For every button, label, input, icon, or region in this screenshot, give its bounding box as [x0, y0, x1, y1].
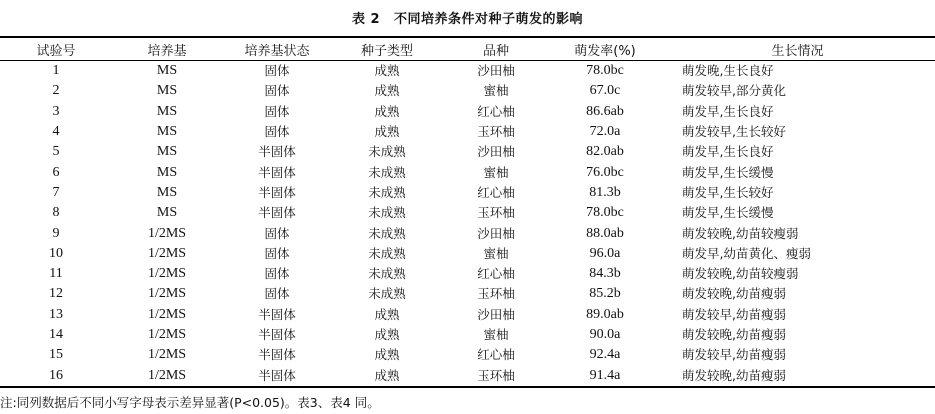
table-row	[0, 264, 935, 284]
cell-trial-no: 9	[52, 225, 60, 241]
cell-germination-rate: 90.0a	[589, 327, 621, 342]
cell-medium: 1/2MS	[147, 266, 187, 282]
cell-medium-state: 固体	[264, 266, 290, 282]
table-header	[0, 37, 935, 61]
header-medium: 培养基	[147, 43, 187, 59]
cell-germination-rate: 89.0ab	[586, 306, 624, 322]
cell-medium: MS	[156, 164, 178, 180]
cell-growth: 萌发较晚,幼苗瘦弱	[682, 367, 786, 383]
cell-trial-no: 13	[49, 306, 63, 322]
cell-growth: 萌发较晚,幼苗较瘦弱	[682, 266, 799, 282]
cell-trial-no: 8	[52, 205, 60, 221]
cell-seed-type: 成熟	[374, 367, 400, 383]
table-row	[0, 183, 935, 203]
table-row	[0, 81, 935, 101]
cell-medium-state: 固体	[264, 63, 290, 79]
cell-growth: 萌发较早,幼苗瘦弱	[682, 347, 786, 363]
table-caption	[0, 8, 935, 27]
cell-germination-rate: 85.2b	[589, 286, 621, 302]
cell-medium-state: 半固体	[258, 367, 296, 383]
table-row	[0, 61, 935, 82]
cell-variety: 红心柚	[477, 184, 515, 200]
cell-germination-rate: 96.0a	[589, 245, 621, 261]
cell-trial-no: 2	[52, 83, 60, 99]
cell-seed-type: 未成熟	[368, 245, 406, 261]
cell-variety: 玉环柚	[477, 124, 515, 140]
cell-growth: 萌发晚,生长良好	[682, 63, 774, 79]
cell-trial-no: 12	[49, 286, 63, 302]
cell-variety: 红心柚	[477, 266, 515, 282]
cell-medium-state: 半固体	[258, 184, 296, 200]
cell-trial-no: 4	[52, 124, 60, 140]
cell-germination-rate: 67.0c	[589, 83, 621, 99]
cell-variety: 蜜柚	[483, 245, 509, 261]
cell-medium-state: 半固体	[258, 327, 296, 342]
cell-medium-state: 固体	[264, 124, 290, 140]
cell-germination-rate: 86.6ab	[586, 103, 624, 119]
cell-medium: 1/2MS	[147, 245, 187, 261]
cell-variety: 沙田柚	[477, 225, 515, 241]
cell-seed-type: 成熟	[374, 327, 400, 342]
cell-germination-rate: 72.0a	[589, 124, 621, 140]
cell-germination-rate: 88.0ab	[586, 225, 624, 241]
cell-medium-state: 固体	[264, 103, 290, 119]
cell-trial-no: 6	[52, 164, 60, 180]
table-row	[0, 102, 935, 122]
cell-variety: 蜜柚	[483, 83, 509, 99]
cell-variety: 沙田柚	[477, 306, 515, 322]
cell-medium-state: 固体	[264, 83, 290, 99]
germination-table	[0, 36, 935, 388]
cell-trial-no: 3	[52, 103, 60, 119]
table-row	[0, 325, 935, 345]
cell-seed-type: 成熟	[374, 83, 400, 99]
cell-growth: 萌发早,生长良好	[682, 144, 774, 160]
cell-medium: MS	[156, 124, 178, 140]
cell-growth: 萌发较晚,幼苗瘦弱	[682, 286, 786, 302]
cell-seed-type: 未成熟	[368, 205, 406, 221]
cell-variety: 蜜柚	[483, 164, 509, 180]
table-row	[0, 305, 935, 325]
cell-seed-type: 未成熟	[368, 144, 406, 160]
cell-medium: 1/2MS	[147, 347, 187, 363]
cell-growth: 萌发较早,幼苗瘦弱	[682, 306, 786, 322]
cell-medium-state: 半固体	[258, 205, 296, 221]
cell-trial-no: 14	[49, 327, 63, 342]
cell-variety: 沙田柚	[477, 144, 515, 160]
cell-variety: 沙田柚	[477, 63, 515, 79]
cell-medium: 1/2MS	[147, 286, 187, 302]
table-number: 表 2	[351, 12, 381, 27]
cell-growth: 萌发早,幼苗黄化、瘦弱	[682, 245, 811, 261]
cell-trial-no: 7	[52, 184, 60, 200]
cell-medium: 1/2MS	[147, 367, 187, 383]
cell-variety: 玉环柚	[477, 286, 515, 302]
cell-medium-state: 固体	[264, 225, 290, 241]
cell-seed-type: 成熟	[374, 124, 400, 140]
cell-variety: 玉环柚	[477, 367, 515, 383]
table-row	[0, 365, 935, 386]
header-medium-state: 培养基状态	[244, 43, 310, 59]
cell-growth: 萌发较早,部分黄化	[682, 83, 786, 99]
cell-germination-rate: 92.4a	[589, 347, 621, 363]
cell-germination-rate: 76.0bc	[586, 164, 624, 180]
table-footnote: 注:同列数据后不同小写字母表示差异显著(P<0.05)。表3、表4 同。	[0, 395, 380, 410]
cell-variety: 红心柚	[477, 347, 515, 363]
cell-variety: 玉环柚	[477, 205, 515, 221]
header-growth: 生长情况	[771, 43, 824, 59]
cell-medium: 1/2MS	[147, 327, 187, 342]
cell-medium-state: 固体	[264, 286, 290, 302]
cell-seed-type: 成熟	[374, 306, 400, 322]
cell-seed-type: 未成熟	[368, 225, 406, 241]
cell-trial-no: 16	[49, 367, 63, 383]
cell-seed-type: 成熟	[374, 63, 400, 79]
cell-medium: MS	[156, 63, 178, 79]
cell-growth: 萌发较晚,幼苗较瘦弱	[682, 225, 799, 241]
cell-germination-rate: 78.0bc	[586, 205, 624, 221]
cell-germination-rate: 84.3b	[589, 266, 621, 282]
cell-germination-rate: 91.4a	[589, 367, 621, 383]
cell-growth: 萌发早,生长缓慢	[682, 164, 774, 180]
cell-medium: 1/2MS	[147, 306, 187, 322]
table-row	[0, 162, 935, 182]
table-row	[0, 284, 935, 304]
cell-medium: MS	[156, 144, 178, 160]
header-variety: 品种	[482, 43, 509, 59]
table-row	[0, 142, 935, 162]
cell-medium-state: 固体	[264, 245, 290, 261]
cell-trial-no: 5	[52, 144, 60, 160]
cell-trial-no: 11	[49, 266, 63, 282]
cell-medium-state: 半固体	[258, 347, 296, 363]
header-seed-type: 种子类型	[360, 43, 413, 59]
cell-trial-no: 10	[49, 245, 63, 261]
cell-seed-type: 未成熟	[368, 266, 406, 282]
table-row	[0, 244, 935, 264]
header-trial-no: 试验号	[36, 43, 76, 59]
cell-growth: 萌发早,生长较好	[682, 184, 774, 200]
table-row	[0, 203, 935, 223]
table-row	[0, 223, 935, 243]
cell-medium: 1/2MS	[147, 225, 187, 241]
cell-seed-type: 未成熟	[368, 164, 406, 180]
cell-variety: 红心柚	[477, 103, 515, 119]
cell-medium: MS	[156, 103, 178, 119]
cell-medium: MS	[156, 184, 178, 200]
cell-trial-no: 1	[52, 63, 60, 79]
cell-medium: MS	[156, 205, 178, 221]
cell-germination-rate: 82.0ab	[586, 144, 624, 160]
table-title: 不同培养条件对种子萌发的影响	[394, 12, 584, 27]
cell-seed-type: 未成熟	[368, 286, 406, 302]
header-row	[0, 37, 935, 61]
cell-medium-state: 半固体	[258, 144, 296, 160]
cell-seed-type: 成熟	[374, 103, 400, 119]
cell-growth: 萌发较早,生长较好	[682, 124, 786, 140]
cell-germination-rate: 78.0bc	[586, 63, 624, 79]
cell-medium-state: 半固体	[258, 306, 296, 322]
table-row	[0, 122, 935, 142]
cell-growth: 萌发早,生长缓慢	[682, 205, 774, 221]
cell-seed-type: 成熟	[374, 347, 400, 363]
cell-medium-state: 半固体	[258, 164, 296, 180]
cell-germination-rate: 81.3b	[589, 184, 621, 200]
cell-trial-no: 15	[49, 347, 63, 363]
cell-growth: 萌发早,生长良好	[682, 103, 774, 119]
header-germination-rate: 萌发率(%)	[574, 43, 636, 59]
cell-seed-type: 未成熟	[368, 184, 406, 200]
cell-variety: 蜜柚	[483, 327, 509, 342]
cell-growth: 萌发较晚,幼苗瘦弱	[682, 327, 786, 342]
table-row	[0, 345, 935, 365]
cell-medium: MS	[156, 83, 178, 99]
table-body	[0, 61, 935, 387]
